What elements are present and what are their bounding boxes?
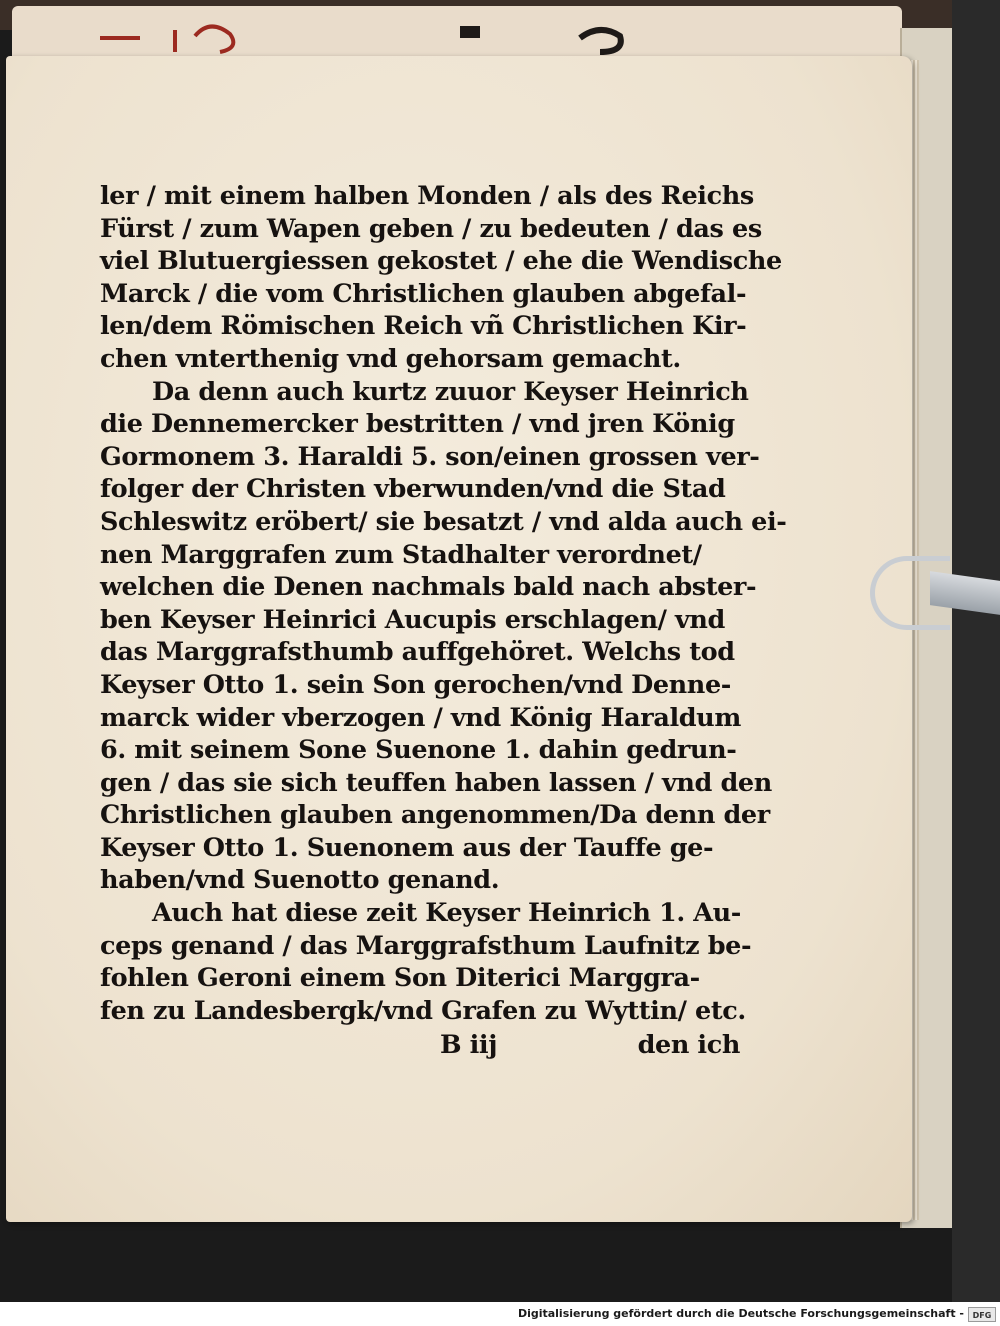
text-line: viel Blutuergiessen gekostet / ehe die Wendische [100,246,782,277]
page-footer [100,1029,740,1069]
text-line: Gormonem 3. Haraldi 5. son/einen grossen ver- [100,441,760,472]
text-line: Keyser Otto 1. Suenonem aus der Tauffe ge- [100,832,714,863]
credit-bar [0,1304,1000,1326]
text-line: 6. mit seinem Sone Suenone 1. dahin gedrun- [100,735,737,766]
text-line: Marck / die vom Christlichen glauben abgefal- [100,278,747,309]
dfg-logo-icon[interactable]: DFG [968,1307,996,1322]
text-line: fohlen Geroni einem Son Diterici Marggra- [100,963,700,994]
text-line: ceps genand / das Marggrafsthum Laufnitz be- [100,930,752,961]
text-line: die Dennemercker bestritten / vnd jren König [100,409,735,440]
red-ink-marks [80,8,780,58]
signature-mark: B iij [440,1030,498,1061]
text-line: Da denn auch kurtz zuuor Keyser Heinrich [152,376,749,407]
text-line: haben/vnd Suenotto genand. [100,865,500,896]
text-line: marck wider vberzogen / vnd König Haraldum [100,702,741,733]
text-line: Fürst / zum Wapen geben / zu bedeuten / das es [100,213,762,244]
text-line: gen / das sie sich teuffen haben lassen / vnd den [100,767,772,798]
text-line: folger der Christen vberwunden/vnd die Stad [100,474,726,505]
binding-board-right [952,0,1000,1302]
text-line: Christlichen glauben angenommen/Da denn der [100,800,770,831]
catchword: den ich [637,1030,740,1061]
text-line: ler / mit einem halben Monden / als des Reichs [100,181,754,211]
text-line: ben Keyser Heinrici Aucupis erschlagen/ vnd [100,604,725,635]
text-line: welchen die Denen nachmals bald nach abster- [100,572,757,603]
text-line: fen zu Landesbergk/vnd Grafen zu Wyttin/ etc. [100,995,746,1026]
page-text [100,180,787,1069]
text-line: Keyser Otto 1. sein Son gerochen/vnd Denne- [100,669,731,700]
text-line: chen vnterthenig vnd gehorsam gemacht. [100,343,681,374]
text-line: das Marggrafsthumb auffgehöret. Welchs tod [100,637,735,668]
text-line: Schleswitz eröbert/ sie besatzt / vnd alda auch ei- [100,506,787,537]
credit-text: Digitalisierung gefördert durch die Deutsche Forschungsgemeinschaft - [517,1307,964,1320]
text-line: nen Marggrafen zum Stadhalter verordnet/ [100,539,702,570]
text-line: len/dem Römischen Reich vñ Christlichen Kir- [100,311,747,342]
text-line: Auch hat diese zeit Keyser Heinrich 1. Au- [152,898,741,929]
